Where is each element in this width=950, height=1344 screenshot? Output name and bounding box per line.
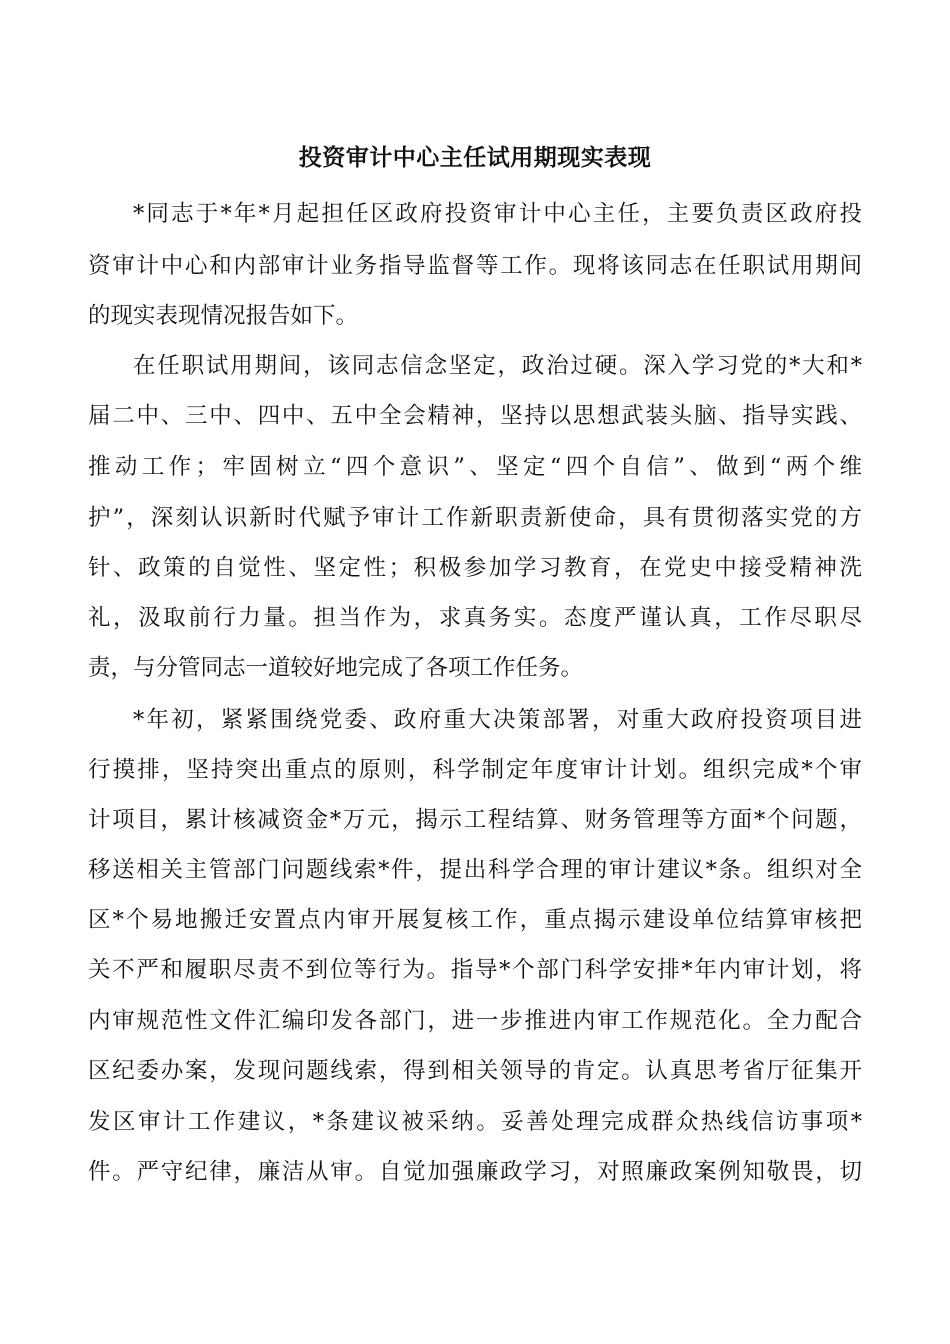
paragraph-3-line-8: 区纪委办案，发现问题线索，得到相关领导的肯定。认真思考省厅征集开 — [88, 1058, 862, 1084]
paragraph-1-line-3: 的现实表现情况报告如下。 — [88, 303, 359, 329]
paragraph-3-line-5: 区*个易地搬迁安置点内审开展复核工作，重点揭示建设单位结算审核把 — [88, 907, 862, 933]
paragraph-2-line-1: 在任职试用期间，该同志信念坚定，政治过硬。深入学习党的*大和* — [133, 353, 862, 379]
paragraph-3-line-10: 件。严守纪律，廉洁从审。自觉加强廉政学习，对照廉政案例知敬畏，切 — [88, 1159, 862, 1185]
paragraph-3-line-3: 计项目，累计核减资金*万元，揭示工程结算、财务管理等方面*个问题， — [88, 807, 862, 833]
paragraph-2-line-7: 责，与分管同志一道较好地完成了各项工作任务。 — [88, 655, 584, 681]
paragraph-2-line-6: 礼，汲取前行力量。担当作为，求真务实。态度严谨认真，工作尽职尽 — [88, 605, 862, 631]
paragraph-3-line-6: 关不严和履职尽责不到位等行为。指导*个部门科学安排*年内审计划，将 — [88, 957, 862, 983]
paragraph-2-line-5: 针、政策的自觉性、坚定性；积极参加学习教育，在党史中接受精神洗 — [88, 555, 862, 581]
paragraph-3-line-7: 内审规范性文件汇编印发各部门，进一步推进内审工作规范化。全力配合 — [88, 1008, 862, 1034]
paragraph-1-line-2: 资审计中心和内部审计业务指导监督等工作。现将该同志在任职试用期间 — [88, 253, 862, 279]
paragraph-1-line-1: *同志于*年*月起担任区政府投资审计中心主任，主要负责区政府投 — [133, 201, 862, 227]
paragraph-2-line-4: 护”，深刻认识新时代赋予审计工作新职责新使命，具有贯彻落实党的方 — [88, 505, 862, 531]
paragraph-3-line-2: 行摸排，坚持突出重点的原则，科学制定年度审计计划。组织完成*个审 — [88, 757, 862, 783]
paragraph-3-line-1: *年初，紧紧围绕党委、政府重大决策部署，对重大政府投资项目进 — [133, 707, 862, 733]
paragraph-2-line-3: 推动工作；牢固树立“四个意识”、坚定“四个自信”、做到“两个维 — [88, 454, 862, 480]
paragraph-2-line-2: 届二中、三中、四中、五中全会精神，坚持以思想武装头脑、指导实践、 — [88, 403, 862, 429]
paragraph-3-line-9: 发区审计工作建议，*条建议被采纳。妥善处理完成群众热线信访事项* — [88, 1109, 862, 1135]
document-title: 投资审计中心主任试用期现实表现 — [298, 144, 652, 171]
paragraph-3-line-4: 移送相关主管部门问题线索*件，提出科学合理的审计建议*条。组织对全 — [88, 857, 862, 883]
